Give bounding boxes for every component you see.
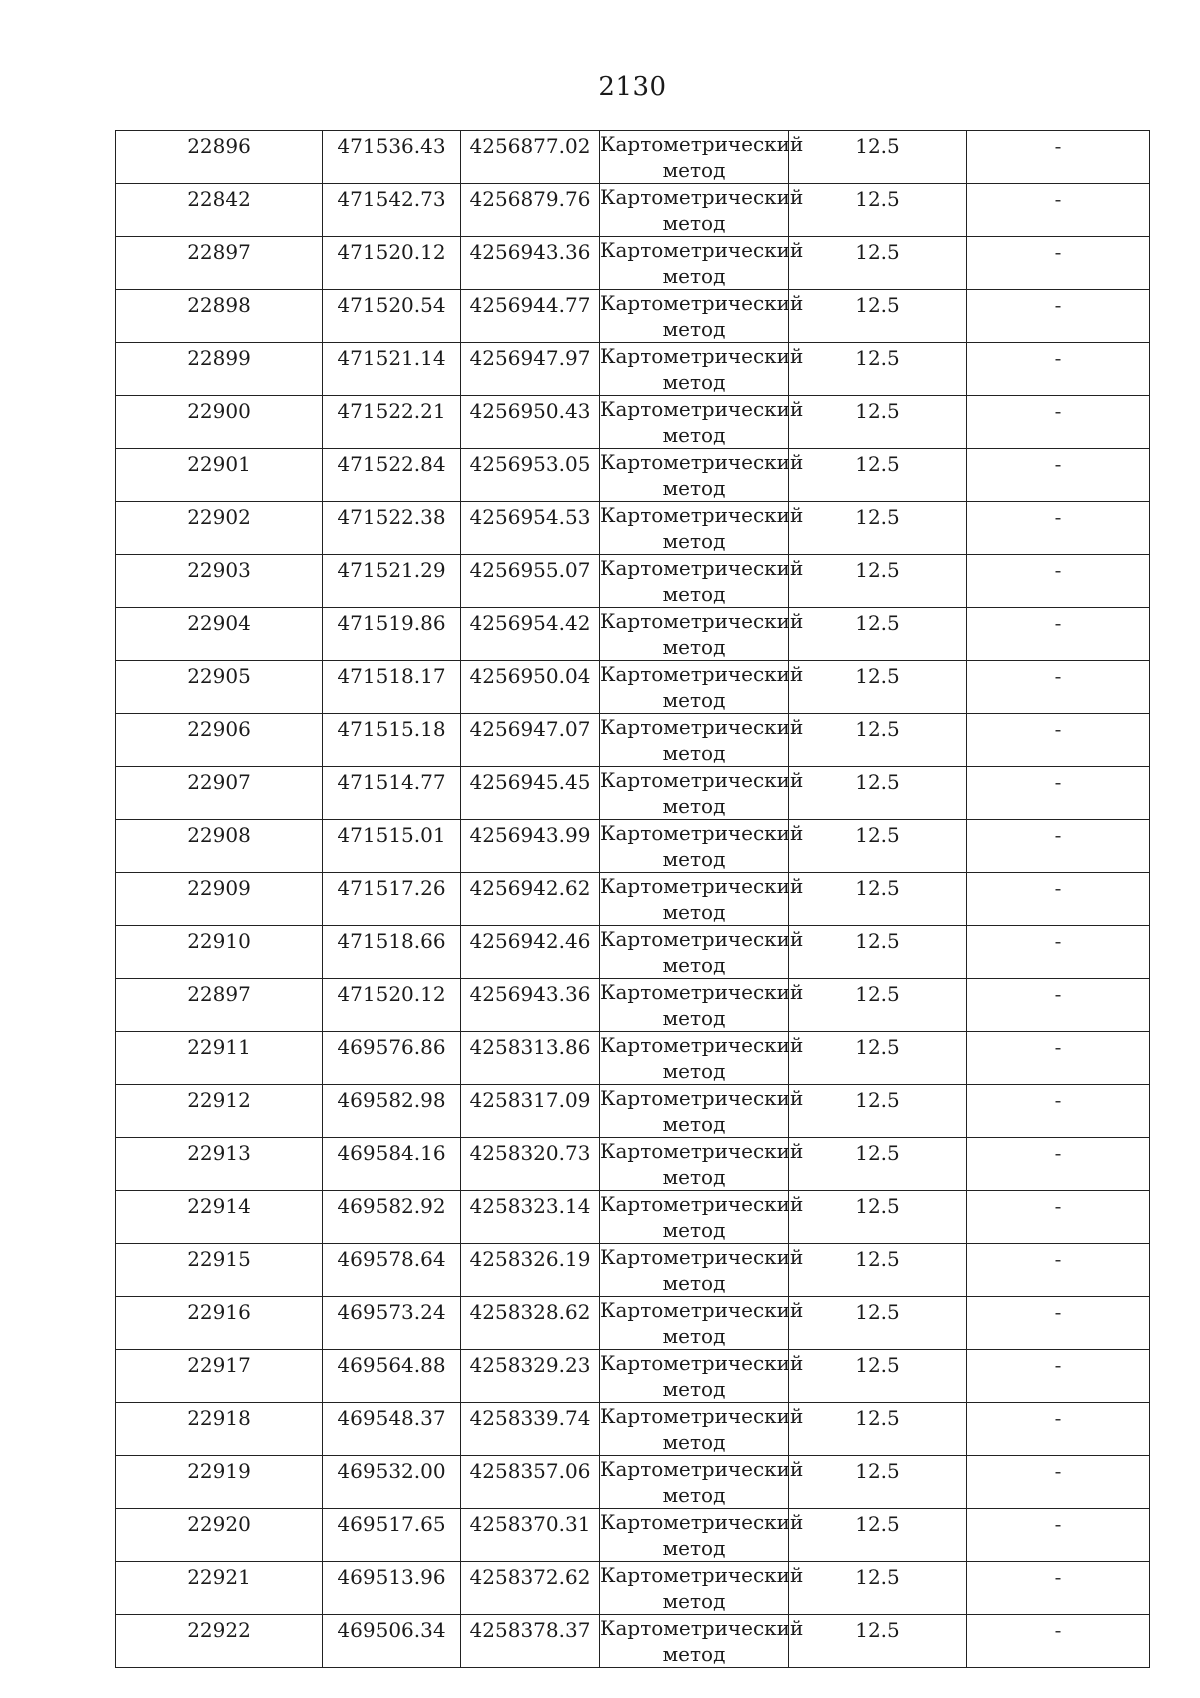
- method-line-1: Картометрический: [600, 1139, 804, 1163]
- point-number-cell: 22905: [116, 661, 323, 714]
- method-line-1: Картометрический: [600, 1457, 804, 1481]
- x-coordinate-cell: 471522.38: [323, 502, 461, 555]
- method-cell: [600, 237, 804, 290]
- x-coordinate-cell: 471522.84: [323, 449, 461, 502]
- method-line-2: метод: [662, 1165, 726, 1189]
- point-number-cell: 22917: [116, 1350, 323, 1403]
- method-cell: [600, 131, 804, 184]
- x-coordinate-cell: 471517.26: [323, 873, 461, 926]
- note-cell: -: [967, 661, 1150, 714]
- y-coordinate-cell: 4258313.86: [461, 1032, 600, 1085]
- method-cell: [600, 449, 804, 502]
- accuracy-cell: 12.5: [789, 926, 967, 979]
- accuracy-cell: 12.5: [789, 555, 967, 608]
- method-line-1: Картометрический: [600, 556, 804, 580]
- method-cell: [600, 767, 804, 820]
- y-coordinate-cell: 4256943.36: [461, 979, 600, 1032]
- table-row: [116, 873, 1150, 926]
- accuracy-cell: 12.5: [789, 1032, 967, 1085]
- method-cell: [600, 396, 804, 449]
- table-row: [116, 237, 1150, 290]
- method-cell: [600, 1403, 804, 1456]
- method-line-2: метод: [662, 1112, 726, 1136]
- table-row: [116, 1615, 1150, 1668]
- page-number: 2130: [598, 72, 667, 102]
- y-coordinate-cell: 4256942.62: [461, 873, 600, 926]
- method-line-1: Картометрический: [600, 1351, 804, 1375]
- y-coordinate-cell: 4256943.36: [461, 237, 600, 290]
- point-number-cell: 22911: [116, 1032, 323, 1085]
- point-number-cell: 22922: [116, 1615, 323, 1668]
- point-number-cell: 22897: [116, 979, 323, 1032]
- accuracy-cell: 12.5: [789, 714, 967, 767]
- method-cell: [600, 184, 804, 237]
- y-coordinate-cell: 4256955.07: [461, 555, 600, 608]
- x-coordinate-cell: 471520.12: [323, 237, 461, 290]
- y-coordinate-cell: 4258317.09: [461, 1085, 600, 1138]
- accuracy-cell: 12.5: [789, 131, 967, 184]
- note-cell: -: [967, 131, 1150, 184]
- y-coordinate-cell: 4256942.46: [461, 926, 600, 979]
- method-line-2: метод: [662, 1642, 726, 1666]
- method-cell: [600, 820, 804, 873]
- method-cell: [600, 1138, 804, 1191]
- x-coordinate-cell: 471522.21: [323, 396, 461, 449]
- accuracy-cell: 12.5: [789, 820, 967, 873]
- y-coordinate-cell: 4258339.74: [461, 1403, 600, 1456]
- note-cell: -: [967, 979, 1150, 1032]
- method-line-2: метод: [662, 158, 726, 182]
- method-cell: [600, 661, 804, 714]
- method-line-1: Картометрический: [600, 132, 804, 156]
- table-row: [116, 1562, 1150, 1615]
- y-coordinate-cell: 4258323.14: [461, 1191, 600, 1244]
- method-line-2: метод: [662, 1271, 726, 1295]
- x-coordinate-cell: 471515.01: [323, 820, 461, 873]
- note-cell: -: [967, 1297, 1150, 1350]
- point-number-cell: 22918: [116, 1403, 323, 1456]
- table-row: [116, 184, 1150, 237]
- point-number-cell: 22896: [116, 131, 323, 184]
- method-line-1: Картометрический: [600, 980, 804, 1004]
- table-row: [116, 820, 1150, 873]
- method-cell: [600, 1297, 804, 1350]
- method-line-1: Картометрический: [600, 1245, 804, 1269]
- accuracy-cell: 12.5: [789, 1191, 967, 1244]
- accuracy-cell: 12.5: [789, 979, 967, 1032]
- y-coordinate-cell: 4258372.62: [461, 1562, 600, 1615]
- method-line-1: Картометрический: [600, 609, 804, 633]
- x-coordinate-cell: 469517.65: [323, 1509, 461, 1562]
- method-line-2: метод: [662, 1006, 726, 1030]
- accuracy-cell: 12.5: [789, 290, 967, 343]
- x-coordinate-cell: 469564.88: [323, 1350, 461, 1403]
- point-number-cell: 22898: [116, 290, 323, 343]
- table-row: [116, 608, 1150, 661]
- table-row: [116, 290, 1150, 343]
- method-line-1: Картометрический: [600, 874, 804, 898]
- table-row: [116, 661, 1150, 714]
- method-cell: [600, 290, 804, 343]
- x-coordinate-cell: 469576.86: [323, 1032, 461, 1085]
- method-line-2: метод: [662, 1059, 726, 1083]
- x-coordinate-cell: 471514.77: [323, 767, 461, 820]
- method-line-2: метод: [662, 741, 726, 765]
- method-line-2: метод: [662, 1589, 726, 1613]
- accuracy-cell: 12.5: [789, 767, 967, 820]
- table-row: [116, 1138, 1150, 1191]
- method-line-1: Картометрический: [600, 1033, 804, 1057]
- y-coordinate-cell: 4256944.77: [461, 290, 600, 343]
- table-row: [116, 343, 1150, 396]
- table-row: [116, 767, 1150, 820]
- method-line-1: Картометрический: [600, 1086, 804, 1110]
- method-line-2: метод: [662, 953, 726, 977]
- table-row: [116, 1191, 1150, 1244]
- point-number-cell: 22906: [116, 714, 323, 767]
- method-line-1: Картометрический: [600, 450, 804, 474]
- method-line-1: Картометрический: [600, 397, 804, 421]
- x-coordinate-cell: 471521.14: [323, 343, 461, 396]
- y-coordinate-cell: 4258326.19: [461, 1244, 600, 1297]
- y-coordinate-cell: 4256947.97: [461, 343, 600, 396]
- method-line-1: Картометрический: [600, 1510, 804, 1534]
- y-coordinate-cell: 4256945.45: [461, 767, 600, 820]
- accuracy-cell: 12.5: [789, 608, 967, 661]
- y-coordinate-cell: 4256954.53: [461, 502, 600, 555]
- y-coordinate-cell: 4256947.07: [461, 714, 600, 767]
- method-cell: [600, 502, 804, 555]
- method-line-1: Картометрический: [600, 1616, 804, 1640]
- method-line-1: Картометрический: [600, 503, 804, 527]
- method-cell: [600, 343, 804, 396]
- note-cell: -: [967, 290, 1150, 343]
- method-cell: [600, 608, 804, 661]
- method-line-1: Картометрический: [600, 1192, 804, 1216]
- method-line-2: метод: [662, 1483, 726, 1507]
- note-cell: -: [967, 1191, 1150, 1244]
- point-number-cell: 22908: [116, 820, 323, 873]
- accuracy-cell: 12.5: [789, 343, 967, 396]
- table-row: [116, 1403, 1150, 1456]
- table-row: [116, 1297, 1150, 1350]
- method-line-2: метод: [662, 847, 726, 871]
- point-number-cell: 22910: [116, 926, 323, 979]
- note-cell: -: [967, 767, 1150, 820]
- method-line-2: метод: [662, 635, 726, 659]
- accuracy-cell: 12.5: [789, 1456, 967, 1509]
- method-cell: [600, 1350, 804, 1403]
- x-coordinate-cell: 471520.54: [323, 290, 461, 343]
- x-coordinate-cell: 469532.00: [323, 1456, 461, 1509]
- note-cell: -: [967, 1562, 1150, 1615]
- note-cell: -: [967, 1403, 1150, 1456]
- note-cell: -: [967, 237, 1150, 290]
- note-cell: -: [967, 608, 1150, 661]
- note-cell: -: [967, 555, 1150, 608]
- note-cell: -: [967, 1085, 1150, 1138]
- accuracy-cell: 12.5: [789, 184, 967, 237]
- accuracy-cell: 12.5: [789, 1085, 967, 1138]
- table-row: [116, 555, 1150, 608]
- note-cell: -: [967, 1138, 1150, 1191]
- point-number-cell: 22914: [116, 1191, 323, 1244]
- method-line-1: Картометрический: [600, 821, 804, 845]
- coordinates-table-body: [116, 131, 1150, 1668]
- accuracy-cell: 12.5: [789, 449, 967, 502]
- method-line-1: Картометрический: [600, 768, 804, 792]
- y-coordinate-cell: 4258329.23: [461, 1350, 600, 1403]
- point-number-cell: 22915: [116, 1244, 323, 1297]
- method-line-1: Картометрический: [600, 1563, 804, 1587]
- y-coordinate-cell: 4256879.76: [461, 184, 600, 237]
- x-coordinate-cell: 469573.24: [323, 1297, 461, 1350]
- note-cell: -: [967, 396, 1150, 449]
- note-cell: -: [967, 1244, 1150, 1297]
- x-coordinate-cell: 471518.17: [323, 661, 461, 714]
- accuracy-cell: 12.5: [789, 396, 967, 449]
- note-cell: -: [967, 1456, 1150, 1509]
- method-cell: [600, 873, 804, 926]
- point-number-cell: 22909: [116, 873, 323, 926]
- x-coordinate-cell: 469584.16: [323, 1138, 461, 1191]
- method-line-2: метод: [662, 1536, 726, 1560]
- method-line-1: Картометрический: [600, 185, 804, 209]
- method-line-1: Картометрический: [600, 715, 804, 739]
- note-cell: -: [967, 926, 1150, 979]
- method-cell: [600, 1032, 804, 1085]
- method-line-2: метод: [662, 1430, 726, 1454]
- method-line-1: Картометрический: [600, 291, 804, 315]
- x-coordinate-cell: 469548.37: [323, 1403, 461, 1456]
- x-coordinate-cell: 469578.64: [323, 1244, 461, 1297]
- note-cell: -: [967, 1350, 1150, 1403]
- point-number-cell: 22902: [116, 502, 323, 555]
- method-cell: [600, 714, 804, 767]
- point-number-cell: 22897: [116, 237, 323, 290]
- y-coordinate-cell: 4258328.62: [461, 1297, 600, 1350]
- accuracy-cell: 12.5: [789, 1138, 967, 1191]
- x-coordinate-cell: 471519.86: [323, 608, 461, 661]
- method-cell: [600, 555, 804, 608]
- y-coordinate-cell: 4258320.73: [461, 1138, 600, 1191]
- table-row: [116, 502, 1150, 555]
- x-coordinate-cell: 469582.92: [323, 1191, 461, 1244]
- accuracy-cell: 12.5: [789, 1244, 967, 1297]
- table-row: [116, 1509, 1150, 1562]
- y-coordinate-cell: 4256953.05: [461, 449, 600, 502]
- method-line-2: метод: [662, 900, 726, 924]
- method-cell: [600, 1085, 804, 1138]
- x-coordinate-cell: 469506.34: [323, 1615, 461, 1668]
- method-line-2: метод: [662, 264, 726, 288]
- table-row: [116, 1244, 1150, 1297]
- accuracy-cell: 12.5: [789, 873, 967, 926]
- method-line-2: метод: [662, 476, 726, 500]
- method-cell: [600, 1615, 804, 1668]
- table-row: [116, 1085, 1150, 1138]
- y-coordinate-cell: 4256943.99: [461, 820, 600, 873]
- accuracy-cell: 12.5: [789, 1350, 967, 1403]
- point-number-cell: 22842: [116, 184, 323, 237]
- note-cell: -: [967, 1509, 1150, 1562]
- method-line-2: метод: [662, 370, 726, 394]
- y-coordinate-cell: 4256877.02: [461, 131, 600, 184]
- method-line-1: Картометрический: [600, 1404, 804, 1428]
- method-cell: [600, 1191, 804, 1244]
- point-number-cell: 22919: [116, 1456, 323, 1509]
- note-cell: -: [967, 449, 1150, 502]
- accuracy-cell: 12.5: [789, 1297, 967, 1350]
- accuracy-cell: 12.5: [789, 1562, 967, 1615]
- note-cell: -: [967, 1615, 1150, 1668]
- point-number-cell: 22904: [116, 608, 323, 661]
- accuracy-cell: 12.5: [789, 1509, 967, 1562]
- x-coordinate-cell: 471521.29: [323, 555, 461, 608]
- coordinates-table: [115, 130, 1150, 1668]
- note-cell: -: [967, 184, 1150, 237]
- y-coordinate-cell: 4258378.37: [461, 1615, 600, 1668]
- point-number-cell: 22907: [116, 767, 323, 820]
- method-line-2: метод: [662, 317, 726, 341]
- method-line-2: метод: [662, 423, 726, 447]
- point-number-cell: 22903: [116, 555, 323, 608]
- y-coordinate-cell: 4256950.43: [461, 396, 600, 449]
- method-line-2: метод: [662, 688, 726, 712]
- x-coordinate-cell: 469582.98: [323, 1085, 461, 1138]
- y-coordinate-cell: 4258357.06: [461, 1456, 600, 1509]
- x-coordinate-cell: 471536.43: [323, 131, 461, 184]
- note-cell: -: [967, 502, 1150, 555]
- method-line-1: Картометрический: [600, 662, 804, 686]
- method-cell: [600, 979, 804, 1032]
- method-line-2: метод: [662, 1218, 726, 1242]
- note-cell: -: [967, 714, 1150, 767]
- method-line-2: метод: [662, 211, 726, 235]
- note-cell: -: [967, 820, 1150, 873]
- accuracy-cell: 12.5: [789, 237, 967, 290]
- x-coordinate-cell: 471542.73: [323, 184, 461, 237]
- table-row: [116, 131, 1150, 184]
- point-number-cell: 22901: [116, 449, 323, 502]
- accuracy-cell: 12.5: [789, 502, 967, 555]
- method-cell: [600, 1456, 804, 1509]
- method-cell: [600, 1509, 804, 1562]
- method-line-1: Картометрический: [600, 1298, 804, 1322]
- accuracy-cell: 12.5: [789, 661, 967, 714]
- table-row: [116, 926, 1150, 979]
- point-number-cell: 22916: [116, 1297, 323, 1350]
- x-coordinate-cell: 471515.18: [323, 714, 461, 767]
- table-row: [116, 449, 1150, 502]
- table-row: [116, 1350, 1150, 1403]
- method-cell: [600, 926, 804, 979]
- method-line-2: метод: [662, 1324, 726, 1348]
- accuracy-cell: 12.5: [789, 1615, 967, 1668]
- note-cell: -: [967, 343, 1150, 396]
- point-number-cell: 22921: [116, 1562, 323, 1615]
- table-row: [116, 1032, 1150, 1085]
- method-cell: [600, 1562, 804, 1615]
- point-number-cell: 22900: [116, 396, 323, 449]
- point-number-cell: 22920: [116, 1509, 323, 1562]
- y-coordinate-cell: 4258370.31: [461, 1509, 600, 1562]
- x-coordinate-cell: 471518.66: [323, 926, 461, 979]
- method-line-2: метод: [662, 582, 726, 606]
- point-number-cell: 22912: [116, 1085, 323, 1138]
- note-cell: -: [967, 873, 1150, 926]
- table-row: [116, 1456, 1150, 1509]
- point-number-cell: 22913: [116, 1138, 323, 1191]
- method-line-2: метод: [662, 794, 726, 818]
- accuracy-cell: 12.5: [789, 1403, 967, 1456]
- method-line-1: Картометрический: [600, 927, 804, 951]
- x-coordinate-cell: 471520.12: [323, 979, 461, 1032]
- table-row: [116, 396, 1150, 449]
- point-number-cell: 22899: [116, 343, 323, 396]
- method-line-2: метод: [662, 1377, 726, 1401]
- y-coordinate-cell: 4256950.04: [461, 661, 600, 714]
- table-row: [116, 979, 1150, 1032]
- method-line-1: Картометрический: [600, 344, 804, 368]
- method-line-2: метод: [662, 529, 726, 553]
- y-coordinate-cell: 4256954.42: [461, 608, 600, 661]
- note-cell: -: [967, 1032, 1150, 1085]
- x-coordinate-cell: 469513.96: [323, 1562, 461, 1615]
- table-row: [116, 714, 1150, 767]
- method-line-1: Картометрический: [600, 238, 804, 262]
- method-cell: [600, 1244, 804, 1297]
